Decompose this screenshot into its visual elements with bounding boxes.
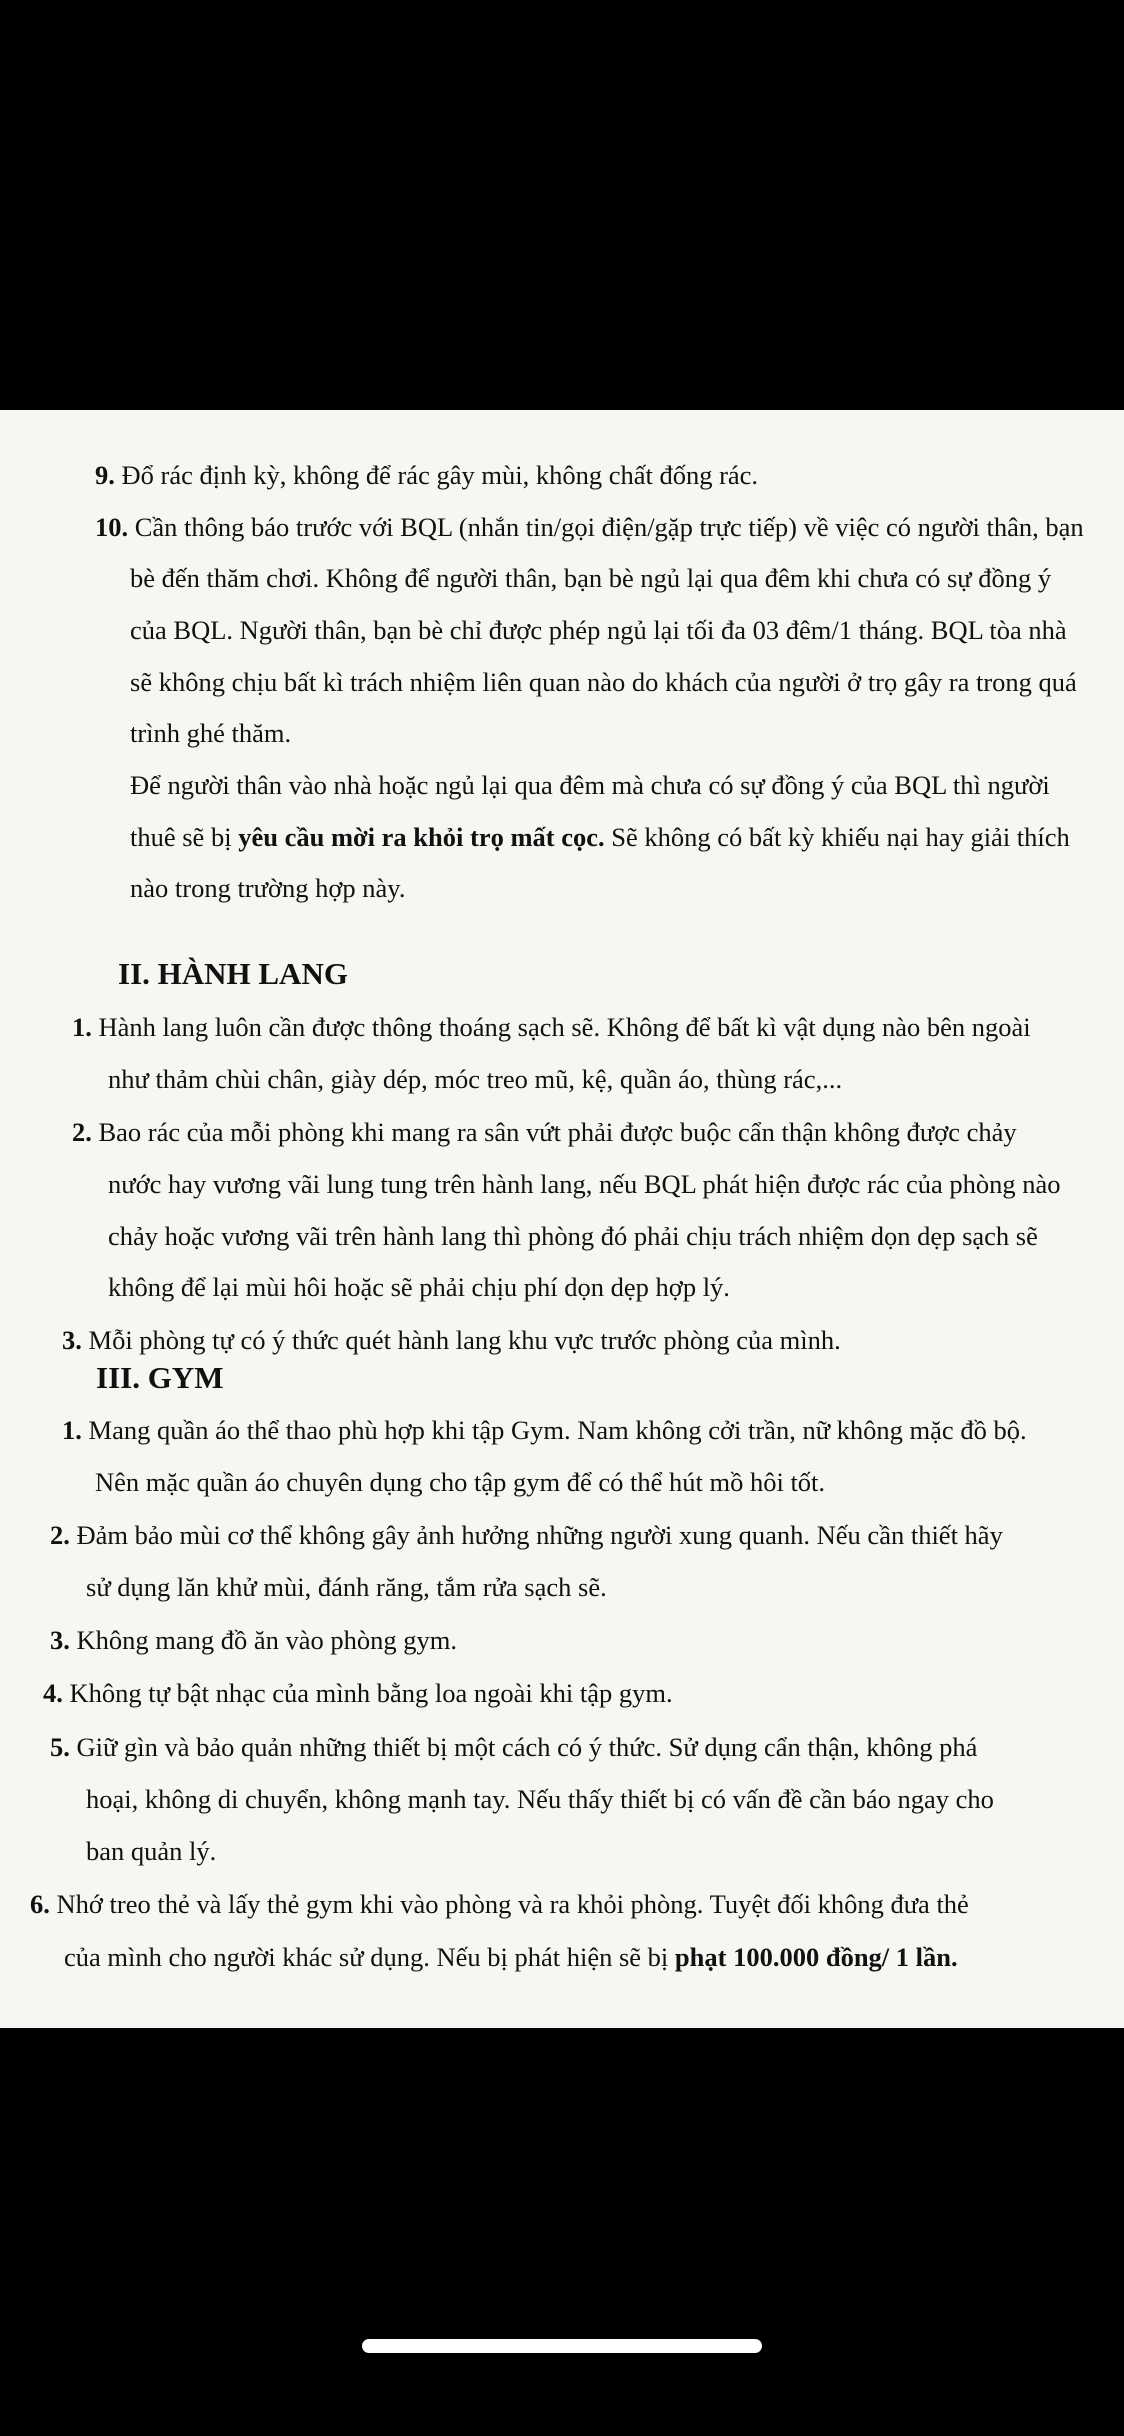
rule-number: 2. — [50, 1520, 70, 1550]
rule-number: 3. — [50, 1625, 70, 1655]
hallway-rule-2-line-3: chảy hoặc vương vãi trên hành lang thì phòng đó phải chịu trách nhiệm dọn dẹp sạch sẽ — [108, 1221, 1038, 1251]
rule-number: 2. — [72, 1117, 92, 1147]
rule-number: 1. — [62, 1415, 82, 1445]
gym-rule-3 — [50, 1623, 457, 1657]
rule-10-line-1 — [95, 510, 1084, 544]
gym-rule-5-line-2: hoại, không di chuyển, không mạnh tay. Nếu thấy thiết bị có vấn đề cần báo ngay cho — [86, 1784, 994, 1814]
rule-10-line-3: của BQL. Người thân, bạn bè chỉ được phép ngủ lại tối đa 03 đêm/1 tháng. BQL tòa nhà — [130, 615, 1067, 645]
rule-text: Giữ gìn và bảo quản những thiết bị một cách có ý thức. Sử dụng cẩn thận, không phá — [76, 1732, 978, 1762]
text-segment: thuê sẽ bị — [130, 822, 239, 852]
rule-number: 6. — [30, 1889, 50, 1919]
rule-number: 4. — [43, 1678, 63, 1708]
gym-rule-1-line-2: Nên mặc quần áo chuyên dụng cho tập gym để có thể hút mồ hôi tốt. — [95, 1467, 826, 1497]
hallway-rule-2-line-1 — [72, 1115, 1017, 1149]
hallway-rule-1-line-1 — [72, 1010, 1031, 1044]
rule-number: 9. — [95, 460, 115, 490]
rule-text: Không tự bật nhạc của mình bằng loa ngoài khi tập gym. — [69, 1678, 673, 1708]
gym-rule-2-line-2: sử dụng lăn khử mùi, đánh răng, tắm rửa sạch sẽ. — [86, 1572, 607, 1602]
rule-text: Đổ rác định kỳ, không để rác gây mùi, không chất đống rác. — [121, 460, 759, 490]
rule-number: 5. — [50, 1732, 70, 1762]
rule-text: Không mang đồ ăn vào phòng gym. — [76, 1625, 458, 1655]
rule-text: Hành lang luôn cần được thông thoáng sạch sẽ. Không để bất kì vật dụng nào bên ngoài — [98, 1012, 1031, 1042]
rule-text: Cần thông báo trước với BQL (nhắn tin/gọi điện/gặp trực tiếp) về việc có người thân, bạn — [134, 512, 1084, 542]
hallway-rule-2-line-2: nước hay vương vãi lung tung trên hành lang, nếu BQL phát hiện được rác của phòng nào — [108, 1169, 1061, 1199]
rule-number: 3. — [62, 1325, 82, 1355]
hallway-rule-3 — [62, 1323, 841, 1357]
gym-rule-6-line-1 — [30, 1887, 969, 1921]
penalty-text: phạt 100.000 đồng/ 1 lần. — [674, 1942, 958, 1972]
rule-text: Mang quần áo thể thao phù hợp khi tập Gym. Nam không cởi trần, nữ không mặc đồ bộ. — [88, 1415, 1027, 1445]
rule-text: Nhớ treo thẻ và lấy thẻ gym khi vào phòng và ra khỏi phòng. Tuyệt đối không đưa thẻ — [56, 1889, 969, 1919]
gym-rule-6-line-2 — [64, 1940, 958, 1974]
text-segment: của mình cho người khác sử dụng. Nếu bị phát hiện sẽ bị — [64, 1942, 675, 1972]
rule-10-line-8: nào trong trường hợp này. — [130, 873, 406, 903]
rule-number: 10. — [95, 512, 129, 542]
rule-10-line-6: Để người thân vào nhà hoặc ngủ lại qua đêm mà chưa có sự đồng ý của BQL thì người — [130, 770, 1050, 800]
section-heading-gym: III. GYM — [96, 1360, 224, 1395]
rule-text: Bao rác của mỗi phòng khi mang ra sân vứt phải được buộc cẩn thận không được chảy — [98, 1117, 1017, 1147]
gym-rule-2-line-1 — [50, 1518, 1003, 1552]
gym-rule-1-line-1 — [62, 1413, 1027, 1447]
hallway-rule-1-line-2: như thảm chùi chân, giày dép, móc treo mũ, kệ, quần áo, thùng rác,... — [108, 1064, 843, 1094]
rule-10-line-4: sẽ không chịu bất kì trách nhiệm liên quan nào do khách của người ở trọ gây ra trong quá — [130, 667, 1077, 697]
rule-text: Mỗi phòng tự có ý thức quét hành lang khu vực trước phòng của mình. — [88, 1325, 841, 1355]
gym-rule-5-line-1 — [50, 1730, 977, 1764]
section-heading-hanh-lang: II. HÀNH LANG — [118, 956, 348, 991]
rule-text: Đảm bảo mùi cơ thể không gây ảnh hưởng những người xung quanh. Nếu cần thiết hãy — [76, 1520, 1003, 1550]
home-indicator[interactable] — [362, 2339, 762, 2353]
hallway-rule-2-line-4: không để lại mùi hôi hoặc sẽ phải chịu phí dọn dẹp hợp lý. — [108, 1272, 730, 1302]
rule-10-line-2: bè đến thăm chơi. Không để người thân, bạn bè ngủ lại qua đêm khi chưa có sự đồng ý — [130, 563, 1052, 593]
rule-10-line-7 — [130, 820, 1070, 854]
document-page — [0, 410, 1124, 2028]
rule-number: 1. — [72, 1012, 92, 1042]
text-segment: Sẽ không có bất kỳ khiếu nại hay giải thích — [604, 822, 1070, 852]
rule-9 — [95, 458, 758, 492]
gym-rule-5-line-3: ban quản lý. — [86, 1836, 217, 1866]
emphasis-text: yêu cầu mời ra khỏi trọ mất cọc. — [238, 822, 605, 852]
gym-rule-4 — [43, 1676, 673, 1710]
rule-10-line-5: trình ghé thăm. — [130, 718, 292, 748]
